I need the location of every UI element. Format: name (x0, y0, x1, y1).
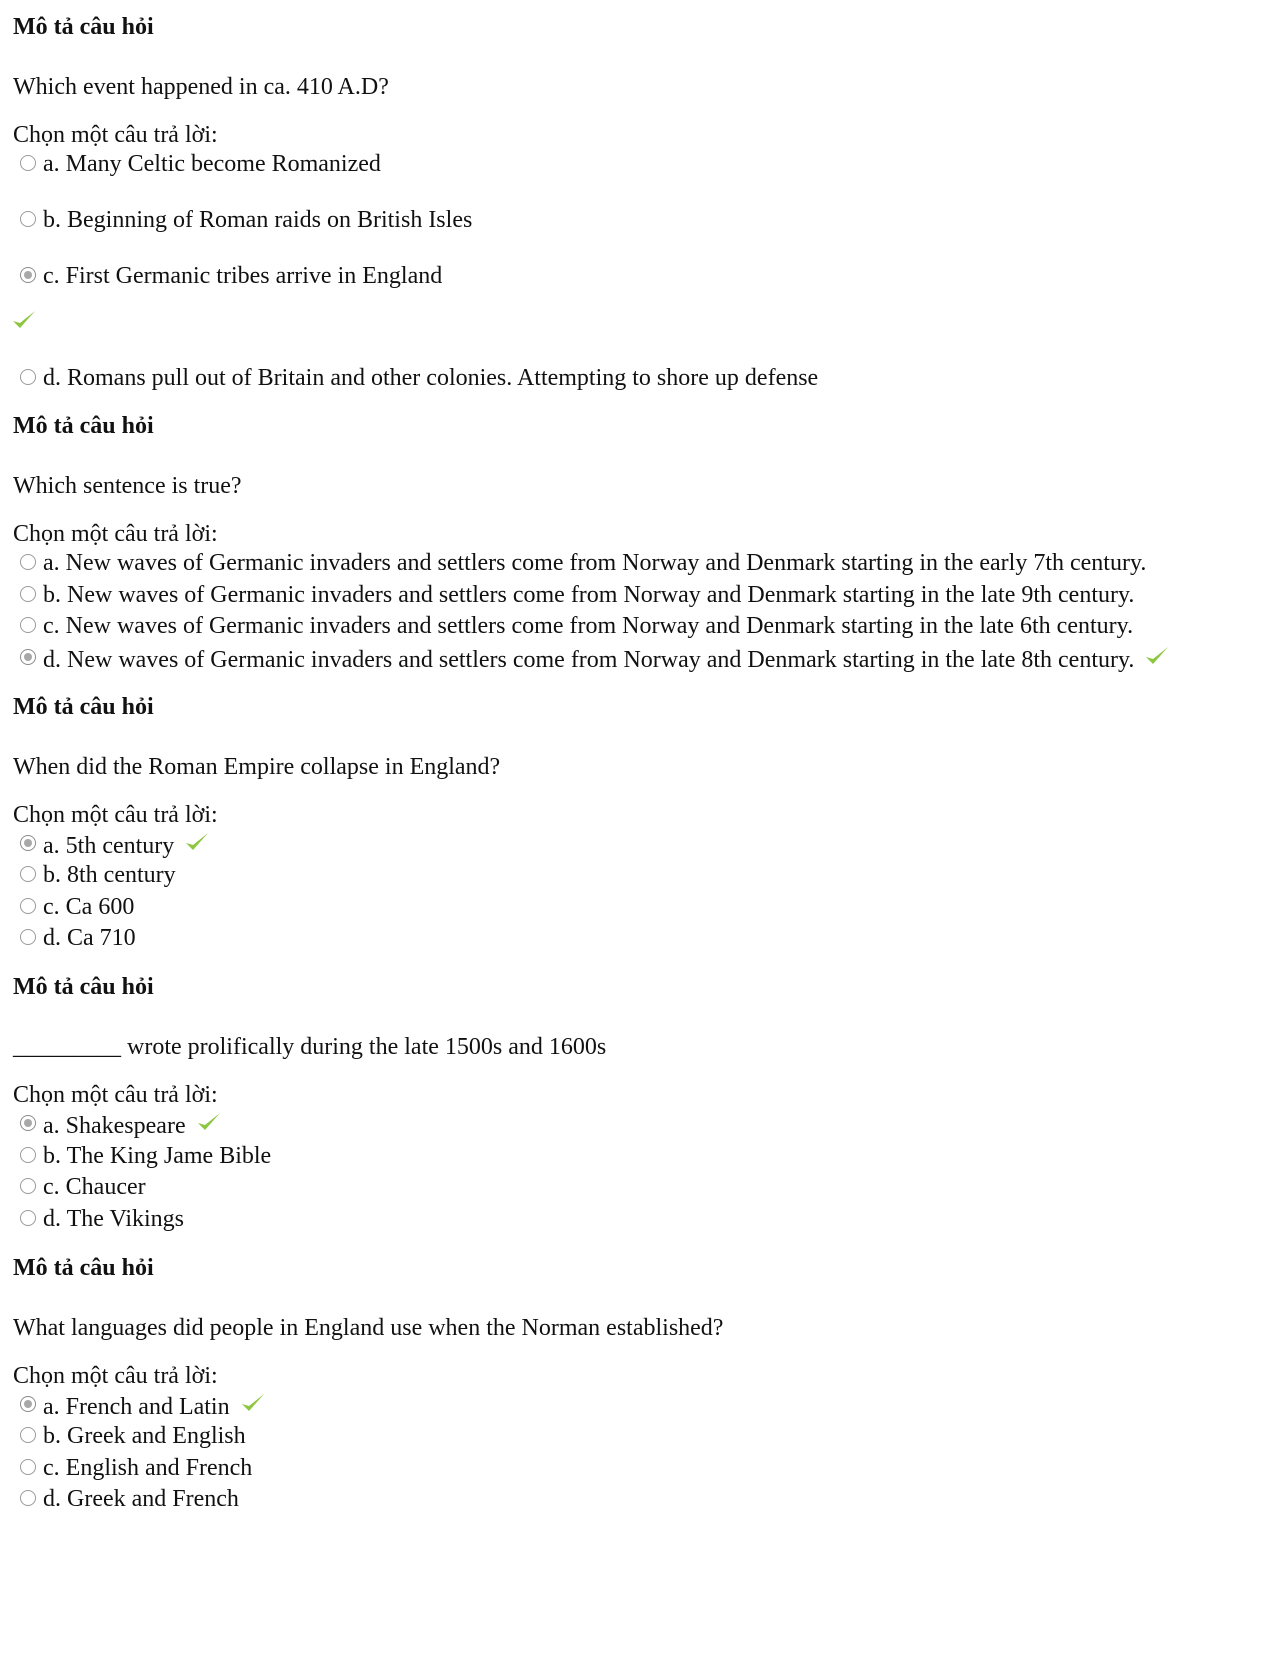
check-icon (1144, 643, 1170, 669)
option-label: Shakespeare (65, 1113, 186, 1139)
check-icon (240, 1390, 266, 1416)
option-label: New waves of Germanic invaders and settlers come from Norway and Denmark starting in the early 7th century. (65, 550, 1147, 576)
radio-button[interactable] (20, 1210, 36, 1226)
radio-button[interactable] (20, 898, 36, 914)
check-icon (196, 1109, 222, 1135)
option-letter: a. (43, 550, 60, 576)
answer-option-b[interactable] (13, 1141, 1280, 1173)
answer-options (13, 548, 1280, 689)
radio-button[interactable] (20, 1178, 36, 1194)
answer-options (13, 829, 1280, 970)
question-text: What languages did people in England use when the Norman established? (13, 1314, 724, 1341)
answer-option-d[interactable] (13, 363, 1280, 408)
answer-option-c[interactable] (13, 892, 1280, 924)
answer-prompt: Chọn một câu trả lời: (13, 122, 218, 148)
answer-option-b[interactable] (13, 860, 1280, 892)
radio-button[interactable] (20, 369, 36, 385)
radio-button-selected[interactable] (20, 1115, 36, 1131)
option-letter: a. (43, 1393, 60, 1420)
answer-option-d[interactable] (13, 643, 1280, 689)
option-label: First Germanic tribes arrive in England (65, 263, 443, 289)
radio-button-selected[interactable] (20, 649, 36, 665)
answer-prompt: Chọn một câu trả lời: (13, 1082, 218, 1108)
question-3 (13, 689, 1280, 970)
option-letter: b. (43, 862, 61, 888)
option-letter: b. (43, 1423, 61, 1449)
radio-button[interactable] (20, 617, 36, 633)
answer-prompt: Chọn một câu trả lời: (13, 1362, 218, 1389)
option-letter: d. (43, 365, 61, 391)
option-label: The King Jame Bible (66, 1142, 272, 1169)
question-text: When did the Roman Empire collapse in England? (13, 753, 501, 780)
question-2 (13, 408, 1280, 689)
question-title: Mô tả câu hỏi (13, 974, 154, 1000)
radio-button[interactable] (20, 1490, 36, 1506)
radio-button[interactable] (20, 211, 36, 227)
option-letter: b. (43, 1142, 61, 1169)
answer-option-d[interactable] (13, 923, 1280, 969)
option-letter: c. (43, 263, 60, 289)
answer-option-c[interactable] (13, 1172, 1280, 1204)
option-label: English and French (65, 1454, 253, 1481)
option-label: The Vikings (66, 1205, 185, 1232)
answer-option-a[interactable] (13, 149, 1280, 205)
radio-button[interactable] (20, 929, 36, 945)
option-letter: d. (43, 1486, 61, 1512)
radio-button[interactable] (20, 866, 36, 882)
radio-button[interactable] (20, 1459, 36, 1475)
answer-option-c[interactable] (13, 261, 1280, 307)
option-letter: a. (43, 1113, 60, 1139)
radio-button-selected[interactable] (20, 835, 36, 851)
option-label: Many Celtic become Romanized (65, 151, 381, 177)
answer-option-b[interactable] (13, 580, 1280, 612)
radio-button-selected[interactable] (20, 1396, 36, 1412)
answer-options (13, 149, 1280, 408)
option-label: Greek and French (67, 1486, 239, 1512)
answer-prompt: Chọn một câu trả lời: (13, 521, 218, 547)
question-4 (13, 969, 1280, 1250)
question-title: Mô tả câu hỏi (13, 1254, 154, 1281)
option-label: New waves of Germanic invaders and settlers come from Norway and Denmark starting in the late 6th century. (65, 613, 1134, 639)
answer-option-d[interactable] (13, 1204, 1280, 1250)
option-letter: c. (43, 1174, 60, 1200)
option-letter: d. (43, 1205, 61, 1232)
option-letter: b. (43, 207, 61, 233)
question-title: Mô tả câu hỏi (13, 14, 154, 40)
radio-button[interactable] (20, 554, 36, 570)
answer-option-b[interactable] (13, 205, 1280, 261)
answer-option-d[interactable] (13, 1484, 1280, 1516)
check-icon (11, 307, 37, 333)
answer-option-a[interactable] (13, 548, 1280, 580)
option-label: 8th century (67, 862, 176, 888)
radio-button[interactable] (20, 155, 36, 171)
answer-option-c[interactable] (13, 611, 1280, 643)
question-text: Which event happened in ca. 410 A.D? (13, 74, 389, 100)
question-title: Mô tả câu hỏi (13, 693, 154, 720)
option-letter: c. (43, 893, 60, 920)
option-letter: d. (43, 646, 61, 673)
option-letter: d. (43, 925, 61, 951)
option-label: 5th century (65, 832, 175, 859)
radio-button[interactable] (20, 586, 36, 602)
option-letter: a. (43, 832, 60, 859)
question-title: Mô tả câu hỏi (13, 413, 154, 439)
answer-option-a[interactable] (13, 829, 1280, 861)
check-icon (184, 829, 210, 855)
option-label: Romans pull out of Britain and other colonies. Attempting to shore up defense (67, 365, 819, 391)
question-5 (13, 1250, 1280, 1516)
option-letter: c. (43, 613, 60, 639)
correct-indicator (13, 307, 1280, 363)
radio-button-selected[interactable] (20, 267, 36, 283)
option-label: New waves of Germanic invaders and settlers come from Norway and Denmark starting in the late 9th century. (67, 581, 1135, 608)
answer-options (13, 1390, 1280, 1516)
answer-option-a[interactable] (13, 1390, 1280, 1422)
option-label: New waves of Germanic invaders and settlers come from Norway and Denmark starting in the late 8th century. (67, 646, 1135, 673)
option-letter: a. (43, 151, 60, 177)
option-letter: b. (43, 581, 61, 608)
option-label: French and Latin (65, 1393, 230, 1420)
option-label: Beginning of Roman raids on British Isles (67, 207, 473, 233)
option-label: Greek and English (67, 1423, 246, 1449)
option-label: Ca 600 (65, 893, 135, 920)
answer-prompt: Chọn một câu trả lời: (13, 801, 218, 828)
answer-options (13, 1109, 1280, 1250)
answer-option-a[interactable] (13, 1109, 1280, 1141)
radio-button[interactable] (20, 1427, 36, 1443)
question-1 (13, 9, 1280, 408)
question-text: _________ wrote prolifically during the late 1500s and 1600s (13, 1034, 607, 1060)
option-letter: c. (43, 1454, 60, 1481)
radio-button[interactable] (20, 1147, 36, 1163)
question-text: Which sentence is true? (13, 473, 242, 499)
option-label: Ca 710 (67, 925, 136, 951)
answer-option-b[interactable] (13, 1421, 1280, 1453)
answer-option-c[interactable] (13, 1453, 1280, 1485)
option-label: Chaucer (65, 1174, 146, 1200)
